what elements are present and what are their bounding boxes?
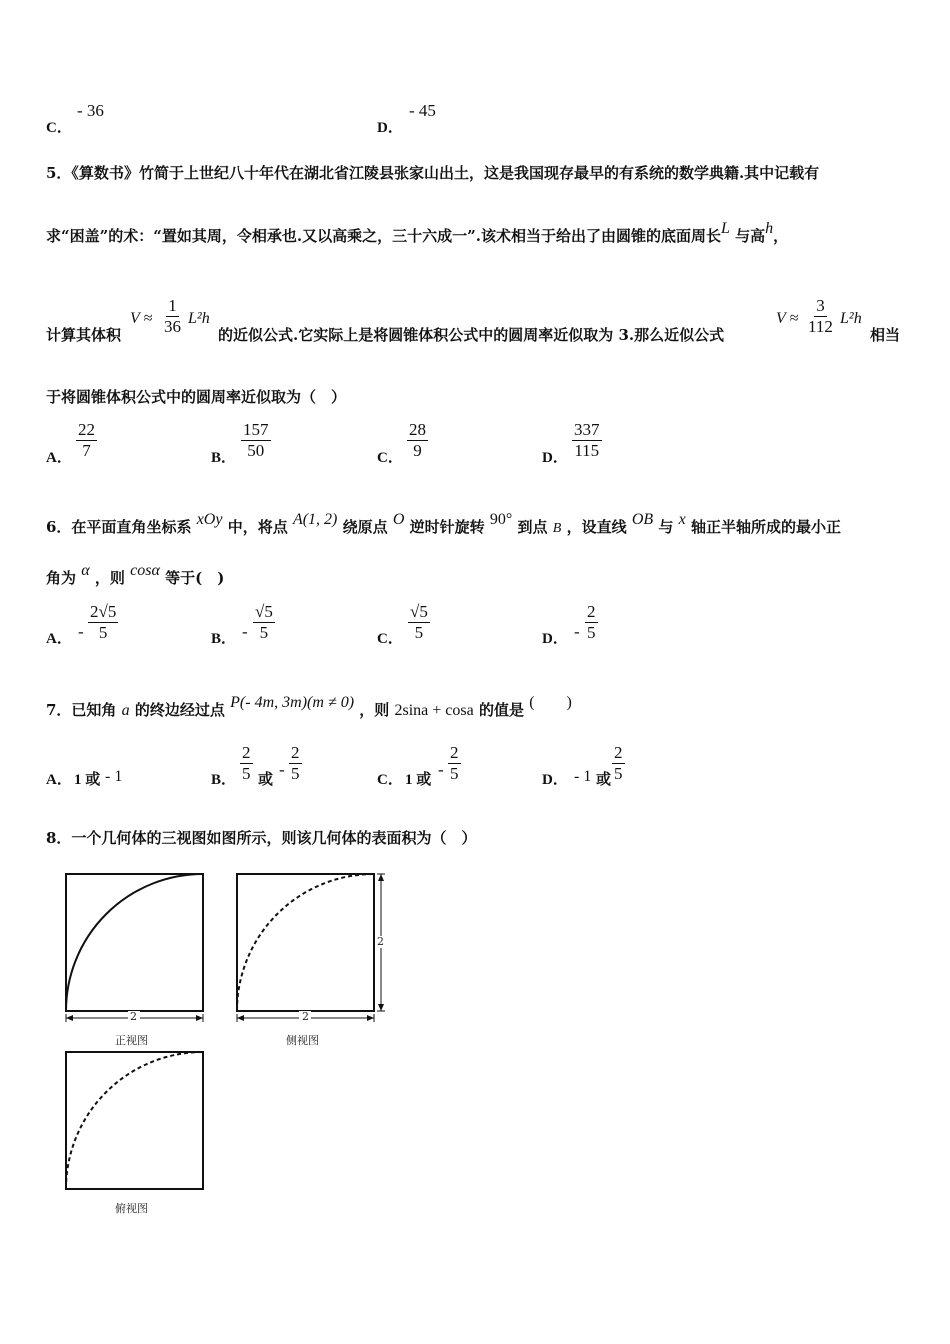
q7-option-b-label: B． (211, 772, 237, 788)
q7-option-d-value: - 1 (574, 768, 592, 785)
q5-option-c-numerator: 28 (409, 420, 426, 439)
q6-text-1: 6．在平面直角坐标系 (46, 518, 192, 536)
q6-origin-o: O (392, 511, 405, 528)
side-view-width: 2 (302, 1010, 309, 1023)
q5-option-a-denominator: 7 (82, 441, 91, 460)
q5-line3-b: 的近似公式.它实际上是将圆锥体积公式中的圆周率近似取为 3.那么近似公式 (218, 326, 725, 344)
q5-line1: 5．《算数书》竹简于上世纪八十年代在湖北省江陵县张家山出土，这是我国现存最早的有系统的数学典籍.其中记载有 (46, 164, 820, 182)
q5-option-b-label: B． (211, 450, 237, 466)
q6-option-c-fraction (408, 602, 430, 643)
q6-option-a-numerator: 2√5 (90, 602, 117, 621)
q5-formula1-lhs: V ≈ (130, 310, 153, 327)
q6-point-b: B (552, 521, 562, 536)
q7-text-2: 的终边经过点 (134, 701, 225, 719)
q6-alpha: α (81, 562, 90, 579)
q6-option-d-denominator: 5 (587, 623, 596, 642)
q6-degree: 90° (489, 511, 513, 528)
q7-option-b-or: 或 (258, 772, 274, 788)
q5-line2-text-a: 求“困盖”的术：“置如其周，令相承也.又以高乘之，三十六成一”.该术相当于给出了由圆锥的底面周长 (46, 227, 721, 245)
q7-option-c-text: 1 或 (405, 772, 432, 788)
q6-option-a-sign: - (78, 622, 84, 641)
top-view-caption: 俯视图 (115, 1202, 148, 1215)
q5-formula2-lhs: V ≈ (776, 310, 799, 327)
q6-option-c-label: C． (377, 631, 403, 647)
q6-text-2: 中，将点 (227, 518, 288, 536)
q6-option-b-label: B． (211, 631, 237, 647)
q7-option-b-denominator1: 5 (242, 764, 251, 783)
q7-option-b-fraction1 (240, 743, 253, 784)
q6-line2-text-a: 角为 (46, 569, 77, 587)
q6-line2 (46, 562, 225, 588)
q5-option-a-label: A． (46, 450, 72, 466)
q7-expression: 2sina + cosa (394, 702, 474, 719)
q7-option-d-fraction (612, 743, 625, 784)
q4-option-c-value: - 36 (77, 101, 104, 120)
q5-line2-text-b: 与高 (735, 227, 766, 245)
q6-text-5: 到点 (517, 518, 548, 536)
top-view-figure (60, 1048, 210, 1196)
q6-option-c-denominator: 5 (414, 623, 424, 642)
q7-text-1: 7．已知角 (46, 701, 117, 719)
q7-option-c-numerator: 2 (450, 743, 459, 762)
q5-formula2-rhs: L²h (840, 310, 862, 327)
q5-option-d-denominator: 115 (574, 441, 600, 460)
q7-angle-a: a (121, 702, 130, 719)
q5-symbol-h: h (765, 220, 774, 237)
q4-option-c-label: C． (46, 120, 72, 136)
q7-option-c-fraction (448, 743, 461, 784)
side-view-height: 2 (377, 935, 384, 948)
q5-option-a-numerator: 22 (78, 420, 95, 439)
q7-line1 (46, 694, 572, 720)
q7-option-d-denominator: 5 (614, 764, 623, 783)
q7-option-b-fraction2 (289, 743, 302, 784)
q5-formula1-rhs: L²h (188, 310, 210, 327)
q6-axis-x: x (678, 511, 686, 528)
q6-text-7: 与 (658, 518, 674, 536)
q7-option-b-denominator2: 5 (291, 764, 300, 783)
q7-answer-paren: ( ) (529, 694, 572, 711)
q6-line-ob: OB (631, 511, 654, 528)
q5-option-c-label: C． (377, 450, 403, 466)
q7-option-b-numerator1: 2 (242, 743, 251, 762)
q7-option-d-numerator: 2 (614, 743, 623, 762)
q5-line2-text-c: ， (773, 227, 789, 245)
q7-point-p: P(- 4m, 3m)(m ≠ 0) (230, 694, 355, 711)
q6-text-4: 逆时针旋转 (409, 518, 485, 536)
q5-formula2-numerator: 3 (816, 296, 825, 315)
q6-option-b-denominator: 5 (259, 623, 269, 642)
q5-formula1-denominator: 36 (164, 317, 181, 336)
q5-line2 (46, 220, 789, 246)
q5-option-a-fraction (76, 420, 97, 461)
q5-option-d-numerator: 337 (574, 420, 600, 439)
q5-formula2-denominator: 112 (808, 317, 833, 336)
q8-text: 8．一个几何体的三视图如图所示，则该几何体的表面积为（ ） (46, 829, 477, 847)
q6-text-6: ，设直线 (566, 518, 627, 536)
q5-option-c-denominator: 9 (413, 441, 422, 460)
q6-option-a-fraction (88, 602, 118, 643)
q4-option-d-label: D． (377, 120, 403, 136)
q6-option-b-numerator: √5 (255, 602, 273, 621)
q7-option-c-sign: - (438, 760, 444, 779)
q7-option-a-value: - 1 (105, 768, 123, 785)
q5-formula1-fraction (162, 296, 183, 337)
q7-option-d-or: 或 (596, 772, 612, 788)
q6-option-b-fraction (253, 602, 275, 643)
q6-option-d-sign: - (574, 622, 580, 641)
q5-symbol-L: L (720, 220, 730, 237)
q5-option-b-fraction (241, 420, 271, 461)
q6-line1 (46, 511, 842, 537)
q6-option-d-numerator: 2 (587, 602, 596, 621)
q5-line3-c: 相当 (870, 326, 901, 344)
front-view-width: 2 (130, 1010, 137, 1023)
side-view-caption: 侧视图 (286, 1034, 319, 1047)
q6-text-3: 绕原点 (342, 518, 388, 536)
q5-formula1-numerator: 1 (168, 296, 177, 315)
q7-option-b-sign: - (279, 760, 285, 779)
q5-formula2-fraction (806, 296, 835, 337)
q7-option-d-label: D． (542, 772, 568, 788)
q6-option-a-denominator: 5 (98, 623, 108, 642)
q6-option-d-fraction (585, 602, 598, 643)
q5-option-d-fraction (572, 420, 602, 461)
q7-option-c-label: C． (377, 772, 403, 788)
q5-option-c-fraction (407, 420, 428, 461)
q7-option-a-text: 1 或 (74, 772, 101, 788)
q6-option-a-label: A． (46, 631, 72, 647)
front-view-caption: 正视图 (115, 1034, 148, 1047)
q6-cos-alpha: cosα (130, 562, 160, 579)
q7-option-a-label: A． (46, 772, 72, 788)
q5-option-d-label: D． (542, 450, 568, 466)
q6-point-a: A(1, 2) (292, 511, 338, 528)
q7-option-c-denominator: 5 (450, 764, 459, 783)
q5-line3-a: 计算其体积 (46, 326, 122, 344)
front-view-figure (60, 870, 210, 1025)
q7-text-3: ，则 (359, 701, 390, 719)
q5-option-b-denominator: 50 (247, 441, 265, 460)
q7-option-b-numerator2: 2 (291, 743, 300, 762)
side-view-figure (230, 870, 395, 1025)
q5-option-b-numerator: 157 (243, 420, 269, 439)
q4-option-d-value: - 45 (409, 101, 436, 120)
q6-line2-text-c: 等于( ) (165, 569, 225, 587)
q6-option-c-numerator: √5 (410, 602, 428, 621)
q5-line4: 于将圆锥体积公式中的圆周率近似取为（ ） (46, 388, 347, 406)
q6-xoy: xOy (196, 511, 223, 528)
q6-option-d-label: D． (542, 631, 568, 647)
q6-option-b-sign: - (242, 622, 248, 641)
q6-text-8: 轴正半轴所成的最小正 (691, 518, 842, 536)
q6-line2-text-b: ，则 (94, 569, 125, 587)
q7-text-4: 的值是 (478, 701, 524, 719)
